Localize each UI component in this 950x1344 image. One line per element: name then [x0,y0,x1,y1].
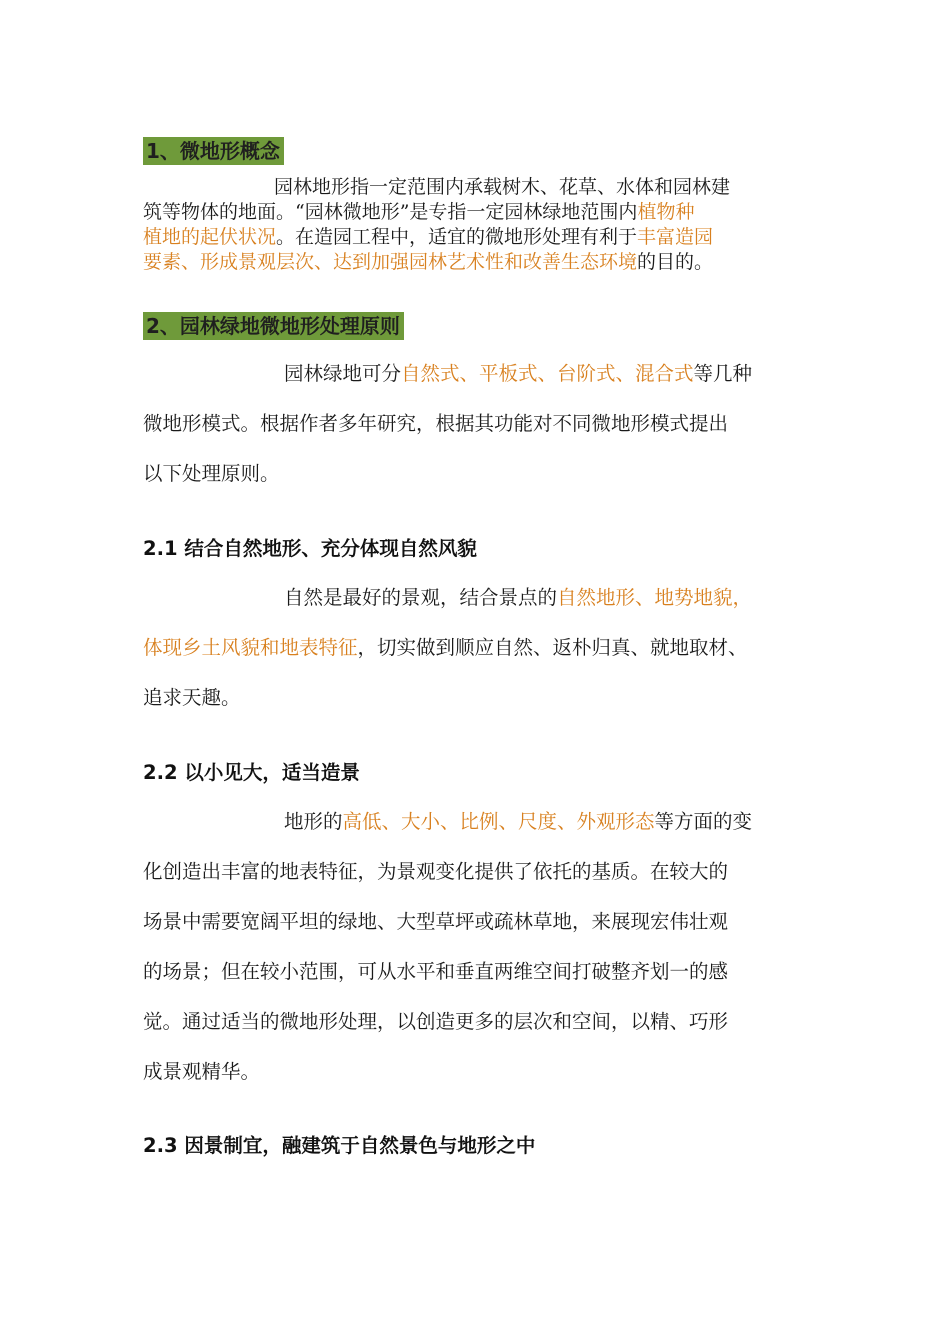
highlighted-text: 植地的起伏状况 [143,226,277,248]
text-run: 等方面的变 [654,810,753,833]
section-2-paragraph [143,349,813,499]
highlighted-text: 要素、形成景观层次、达到加强园林艺术性和改善生态环境 [143,251,638,273]
paragraph-line [143,250,808,275]
subsection-2-1-paragraph [143,573,813,723]
paragraph-line [143,200,808,225]
paragraph-line: 追求天趣。 [143,686,241,709]
section-1-paragraph [143,175,808,275]
paragraph-line: 成景观精华。 [143,1060,261,1083]
paragraph-line: 微地形模式。根据作者多年研究，根据其功能对不同微地形模式提出 [143,412,729,435]
text-run: 。在造园工程中，适宜的微地形处理有利于 [276,226,638,248]
text-run: 等几种 [693,362,753,385]
subsection-2-3-title: 2.3 因景制宜，融建筑于自然景色与地形之中 [143,1134,536,1157]
highlighted-text: 植物种 [637,201,695,223]
paragraph-line: 以下处理原则。 [143,462,280,485]
paragraph-line [143,797,813,847]
paragraph-line: 的场景；但在较小范围，可从水平和垂直两维空间打破整齐划一的感 [143,960,729,983]
highlighted-text: 丰富造园 [637,226,714,248]
text-run: 的目的。 [637,251,714,273]
section-2-title: 2、园林绿地微地形处理原则 [143,312,404,340]
subsection-2-2-title: 2.2 以小见大，适当造景 [143,761,360,784]
paragraph-line [143,175,808,200]
text-run: 园林绿地可分 [284,362,402,385]
subsection-2-2-paragraph [143,797,813,1097]
paragraph-line: 化创造出丰富的地表特征，为景观变化提供了依托的基质。在较大的 [143,860,729,883]
paragraph-line: 觉。通过适当的微地形处理，以创造更多的层次和空间，以精、巧形 [143,1010,729,1033]
paragraph-line [143,225,808,250]
paragraph-line [143,349,813,399]
subsection-2-1-title: 2.1 结合自然地形、充分体现自然风貌 [143,537,477,560]
highlighted-text: 自然式、平板式、台阶式、混合式 [401,362,694,385]
section-1-title: 1、微地形概念 [143,137,284,165]
text-run: 地形的 [284,810,343,833]
text-run: 自然是最好的景观，结合景点的 [284,586,558,609]
paragraph-line [143,573,813,623]
highlighted-text: 自然地形、地势地貌， [557,586,753,609]
text-run: ，切实做到顺应自然、返朴归真、就地取材、 [357,636,748,659]
paragraph-line: 场景中需要宽阔平坦的绿地、大型草坪或疏林草地，来展现宏伟壮观 [143,910,729,933]
highlighted-text: 体现乡土风貌和地表特征 [143,636,358,659]
text-run: 园林地形指一定范围内承载树木、花草、水体和园林建 [274,176,731,198]
text-run: 筑等物体的地面。“园林微地形”是专指一定园林绿地范围内 [143,201,638,223]
paragraph-line [143,623,813,673]
highlighted-text: 高低、大小、比例、尺度、外观形态 [342,810,655,833]
